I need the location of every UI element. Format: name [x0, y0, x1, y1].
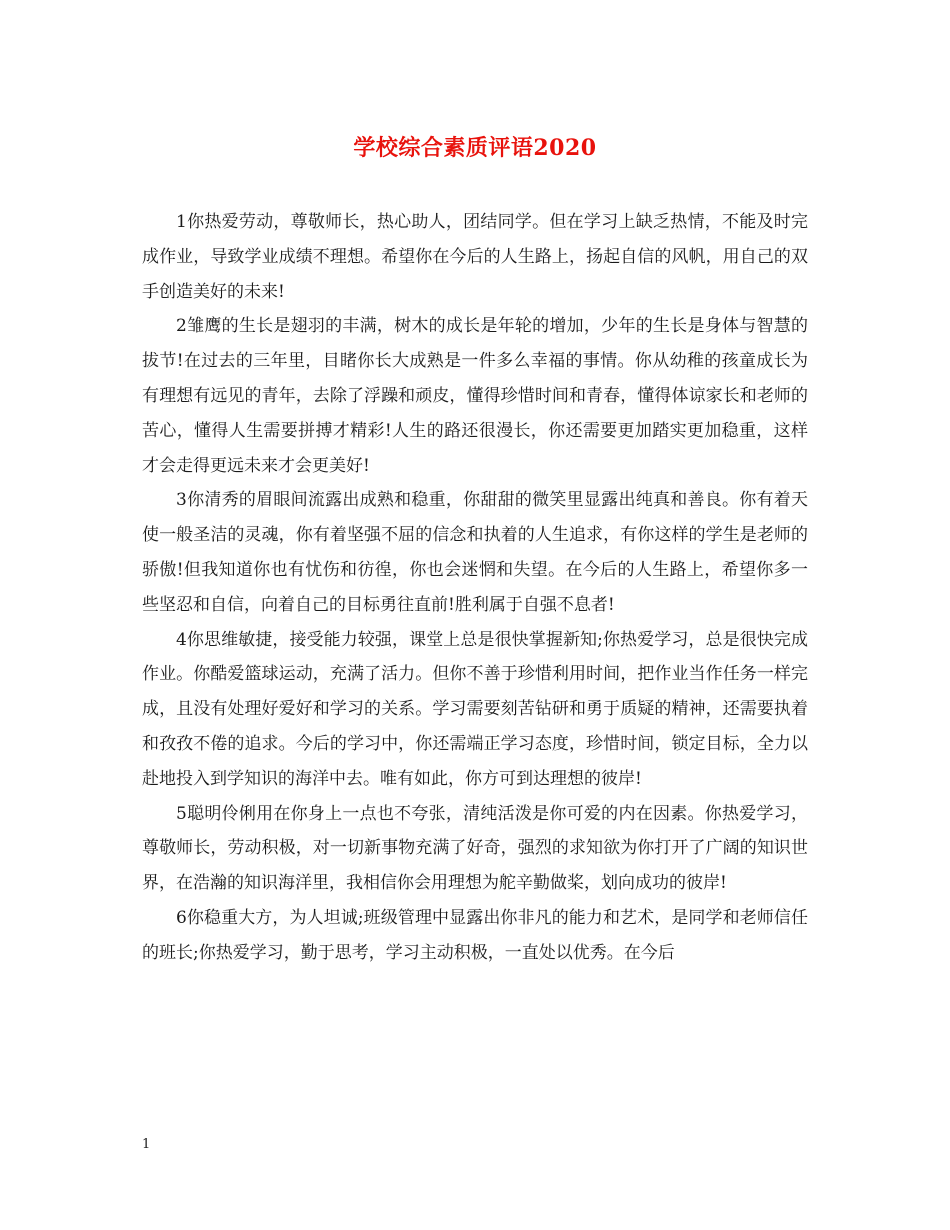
- page-number: 1: [142, 1137, 151, 1152]
- paragraph-3: 3你清秀的眉眼间流露出成熟和稳重，你甜甜的微笑里显露出纯真和善良。你有着天使一般圣洁的灵魂，你有着坚强不屈的信念和执着的人生追求，有你这样的学生是老师的骄傲!但我知道你也有忧伤和彷徨，你也会迷惘和失望。在今后的人生路上，希望你多一些坚忍和自信，向着自己的目标勇往直前!胜利属于自强不息者!: [142, 490, 808, 615]
- paragraph-1: 1你热爱劳动，尊敬师长，热心助人，团结同学。但在学习上缺乏热情，不能及时完成作业，导致学业成绩不理想。希望你在今后的人生路上，扬起自信的风帆，用自己的双手创造美好的未来!: [142, 212, 808, 302]
- paragraph-4: 4你思维敏捷，接受能力较强，课堂上总是很快掌握新知;你热爱学习，总是很快完成作业。你酷爱篮球运动，充满了活力。但你不善于珍惜利用时间，把作业当作任务一样完成，且没有处理好爱好和学习的关系。学习需要刻苦钻研和勇于质疑的精神，还需要执着和孜孜不倦的追求。今后的学习中，你还需端正学习态度，珍惜时间，锁定目标，全力以赴地投入到学知识的海洋中去。唯有如此，你方可到达理想的彼岸!: [142, 629, 808, 789]
- paragraph-5: 5聪明伶俐用在你身上一点也不夸张，清纯活泼是你可爱的内在因素。你热爱学习，尊敬师长，劳动积极，对一切新事物充满了好奇，强烈的求知欲为你打开了广阔的知识世界，在浩瀚的知识海洋里，我相信你会用理想为舵辛勤做桨，划向成功的彼岸!: [142, 803, 808, 894]
- paragraph-6: 6你稳重大方，为人坦诚;班级管理中显露出你非凡的能力和艺术，是同学和老师信任的班长;你热爱学习，勤于思考，学习主动积极，一直处以优秀。在今后: [142, 907, 808, 963]
- document-title: 学校综合素质评语2020: [353, 135, 597, 161]
- document-body: [142, 205, 808, 971]
- paragraph-2: 2雏鹰的生长是翅羽的丰满，树木的成长是年轮的增加，少年的生长是身体与智慧的拔节!在过去的三年里，目睹你长大成熟是一件多么幸福的事情。你从幼稚的孩童成长为有理想有远见的青年，去除了浮躁和顽皮，懂得珍惜时间和青春，懂得体谅家长和老师的苦心，懂得人生需要拼搏才精彩!人生的路还很漫长，你还需要更加踏实更加稳重，这样才会走得更远未来才会更美好!: [142, 316, 808, 476]
